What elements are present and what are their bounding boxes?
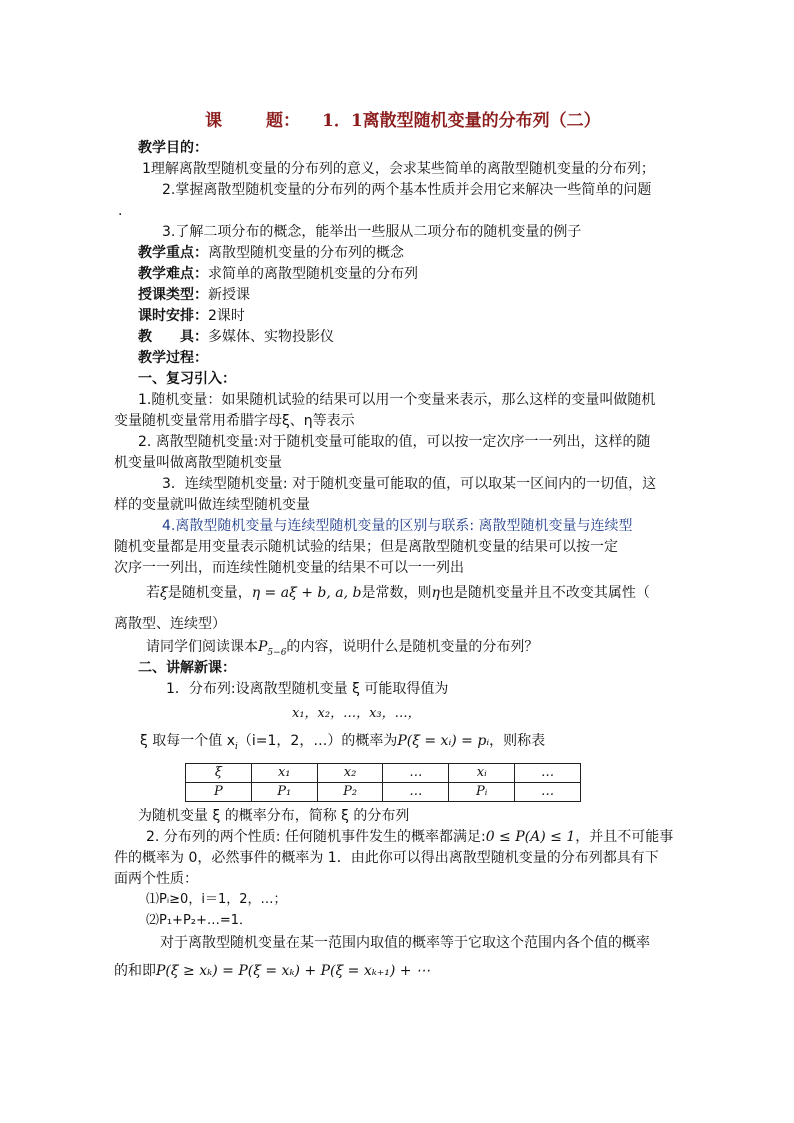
review-line-2: 变量随机变量常用希腊字母ξ、η等表示 [114, 413, 355, 429]
review-line-3: 2. 离散型随机变量:对于随机变量可能取的值，可以按一定次序一一列出，这样的随 [138, 434, 651, 450]
new-p3: 为随机变量 ξ 的概率分布，简称 ξ 的分布列 [138, 808, 410, 824]
review-line-5: 3．连续型随机变量: 对于随机变量可能取的值，可以取某一区间内的一切值，这 [162, 476, 657, 492]
new-prop-1: ⑴Pᵢ≥0，i＝1，2，…； [146, 892, 287, 907]
review-if-line: 若ξ是随机变量，η = aξ + b, a, b是常数，则η也是随机变量并且不改变其属性（ [146, 585, 650, 601]
title-ti: 题： [266, 111, 300, 131]
review-line-8: 随机变量都是用变量表示随机试验的结果；但是离散型随机变量的结果可以按一定 [114, 539, 618, 555]
new-p4: 2. 分布列的两个性质: 任何随机事件发生的概率都满足:0 ≤ P(A) ≤ 1，并且不可能事 [146, 829, 674, 845]
new-prop-2: ⑵P₁+P₂+…=1． [146, 913, 253, 928]
table-cell: … [515, 764, 581, 783]
new-p8: 的和即P(ξ ≥ xₖ) = P(ξ = xₖ) + P(ξ = xₖ₊₁) + ⋯ [114, 963, 430, 979]
table-cell: P [186, 783, 252, 802]
table-cell: xᵢ [449, 764, 515, 783]
new-values: x₁，x₂，…，x₃，…， [292, 706, 421, 721]
table-cell: x₂ [317, 764, 383, 783]
table-cell: … [383, 783, 449, 802]
table-cell: … [515, 783, 581, 802]
review-line-4: 机变量叫做离散型随机变量 [114, 455, 282, 471]
meta-focus: 教学重点：离散型随机变量的分布列的概念 [138, 245, 404, 261]
goal-3: 3.了解二项分布的概念，能举出一些服从二项分布的随机变量的例子 [162, 224, 582, 240]
table-cell: x₁ [251, 764, 317, 783]
new-p5: 件的概率为 0，必然事件的概率为 1．由此你可以得出离散型随机变量的分布列都具有下 [114, 850, 659, 866]
table-row [186, 764, 581, 783]
table-cell: … [383, 764, 449, 783]
goals-heading: 教学目的： [138, 140, 208, 156]
review-if-tail: 离散型、连续型） [114, 616, 226, 632]
title-number: 1．1 [322, 111, 363, 131]
title-ke: 课 [205, 111, 222, 131]
new-p1: 1．分布列:设离散型随机变量 ξ 可能取得值为 [166, 681, 449, 697]
meta-process: 教学过程： [138, 350, 208, 366]
new-p6: 面两个性质： [114, 871, 198, 887]
table-cell: ξ [186, 764, 252, 783]
review-read: 请同学们阅读课本$P_{5-6}$的内容，说明什么是随机变量的分布列？ [146, 639, 539, 658]
table-cell: P₁ [251, 783, 317, 802]
review-line-1: 1.随机变量：如果随机试验的结果可以用一个变量来表示，那么这样的变量叫做随机 [138, 392, 656, 408]
review-line-7: 4.离散型随机变量与连续型随机变量的区别与联系: 离散型随机变量与连续型 [162, 518, 633, 534]
table-cell: Pᵢ [449, 783, 515, 802]
distribution-table [185, 763, 581, 802]
goal-1: 1理解离散型随机变量的分布列的意义，会求某些简单的离散型随机变量的分布列； [142, 161, 655, 177]
table-cell: P₂ [317, 783, 383, 802]
review-heading: 一、复习引入： [138, 371, 236, 387]
new-p7: 对于离散型随机变量在某一范围内取值的概率等于它取这个范围内各个值的概率 [160, 935, 650, 951]
meta-type: 授课类型：新授课 [138, 287, 250, 303]
new-heading: 二、讲解新课： [138, 660, 236, 676]
review-line-9: 次序一一列出，而连续性随机变量的结果不可以一一列出 [114, 560, 464, 576]
table-row [186, 783, 581, 802]
meta-tools: 教 具：多媒体、实物投影仪 [138, 329, 334, 345]
page-title [205, 106, 625, 131]
title-name: 离散型随机变量的分布列（二） [362, 111, 601, 131]
goal-2-dot: . [118, 203, 123, 219]
meta-difficulty: 教学难点：求简单的离散型随机变量的分布列 [138, 266, 418, 282]
new-p2: ξ 取每一个值 $x_i(i=1$，2，…）的概率为P(ξ = xᵢ) = pᵢ，则称表 [140, 733, 546, 752]
meta-schedule: 课时安排：2课时 [138, 308, 245, 324]
goal-2: 2.掌握离散型随机变量的分布列的两个基本性质并会用它来解决一些简单的问题 [162, 182, 652, 198]
review-line-6: 样的变量就叫做连续型随机变量 [114, 497, 310, 513]
